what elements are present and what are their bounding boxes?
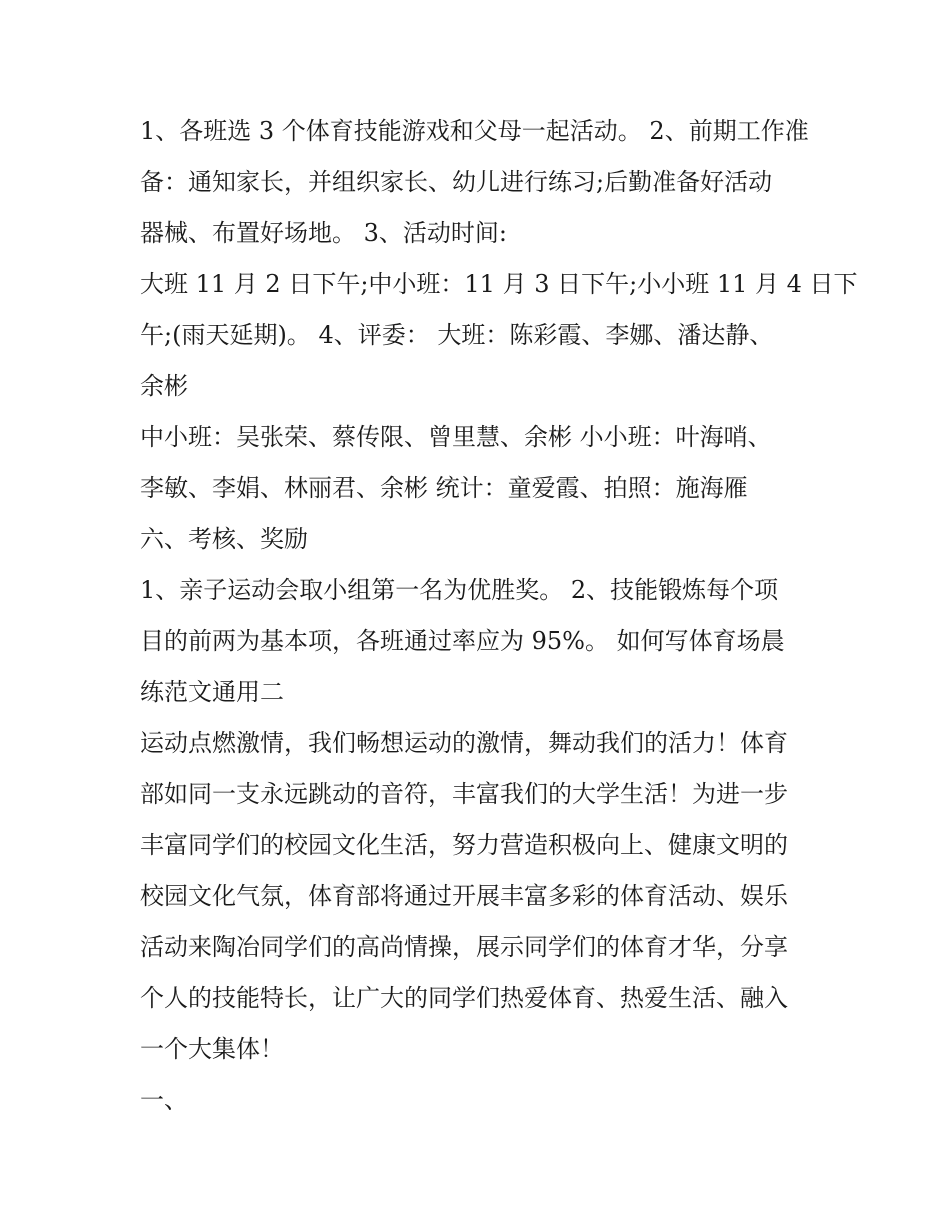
text-line: 中小班：吴张荣、蔡传限、曾里慧、余彬 小小班：叶海哨、 [140, 423, 772, 451]
section-heading: 一、 [140, 1086, 188, 1114]
section-heading: 六、考核、奖励 [140, 525, 308, 553]
text-line: 午;(雨天延期)。 4、评委： 大班：陈彩霞、李娜、潘达静、 [140, 321, 774, 349]
text-line: 丰富同学们的校园文化生活，努力营造积极向上、健康文明的 [140, 831, 788, 859]
text-line: 部如同一支永远跳动的音符，丰富我们的大学生活！为进一步 [140, 780, 788, 808]
text-line: 目的前两为基本项，各班通过率应为 95%。 如何写体育场晨 [140, 627, 785, 655]
text-line: 运动点燃激情，我们畅想运动的激情，舞动我们的活力！体育 [140, 729, 788, 757]
text-line: 活动来陶冶同学们的高尚情操，展示同学们的体育才华，分享 [140, 933, 788, 961]
text-line: 练范文通用二 [140, 678, 284, 706]
text-line: 李敏、李娟、林丽君、余彬 统计：童爱霞、拍照：施海雁 [140, 474, 748, 502]
text-line: 1、各班选 3 个体育技能游戏和父母一起活动。 2、前期工作准 [140, 117, 809, 145]
text-line: 校园文化气氛，体育部将通过开展丰富多彩的体育活动、娱乐 [140, 882, 788, 910]
text-line: 一个大集体！ [140, 1035, 284, 1063]
text-line: 大班 11 月 2 日下午;中小班：11 月 3 日下午;小小班 11 月 4 日下 [140, 270, 858, 298]
text-line: 备：通知家长，并组织家长、幼儿进行练习;后勤准备好活动 [140, 168, 773, 196]
text-line: 1、亲子运动会取小组第一名为优胜奖。 2、技能锻炼每个项 [140, 576, 779, 604]
text-line: 余彬 [140, 372, 188, 400]
text-line: 器械、布置好场地。 3、活动时间: [140, 219, 507, 247]
text-line: 个人的技能特长，让广大的同学们热爱体育、热爱生活、融入 [140, 984, 788, 1012]
document-body [140, 106, 858, 1126]
